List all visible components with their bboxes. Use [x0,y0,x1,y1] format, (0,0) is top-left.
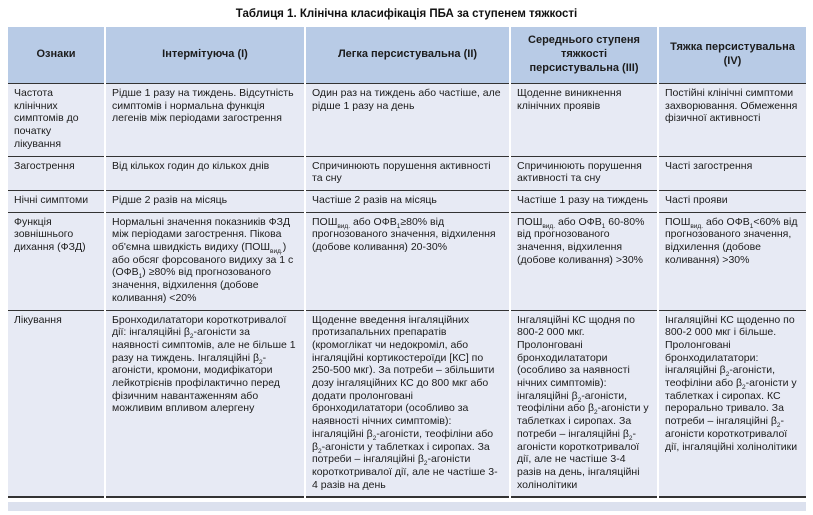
cell: $ПОШ_{вид.}$ або $ОФВ_1<60\%$ від прогнозованого значення, відхилення (добове коливання) >30% [658,212,806,310]
table-header [8,27,806,84]
row-label: Загострення [8,156,105,190]
row-label: Нічні симптоми [8,190,105,212]
footer-bar [8,502,806,511]
column-header-intermittent: Інтермітуюча (I) [105,27,305,84]
cell: Інгаляційні КС щоденно по 800-2 000 мкг і більше. Пролонговані бронходилататори: інгаляційні $\beta_2$-агоністи, теофіліни або $\beta_2$-агоністи у таблетках і сиропах. КС перорально тривало. За потреби – інгаляційні $\beta_2$-агоністи короткотривалої дії, інгаляційні холінолітики [658,310,806,497]
column-header-severe-persistent: Тяжка персистувальна (IV) [658,27,806,84]
cell: Щоденне введення інгаляційних протизапальних препаратів (кромоглікат чи недокроміл, або інгаляційні кортикостероїди [КС] по 250-500 мкг). За потреби – збільшити дозу інгаляційних КС до 800 мкг або додати пролонговані бронходилататори (особливо за наявності нічних симптомів): інгаляційні $\beta_2$-агоністи, теофіліни або $\beta_2$-агоністи у таблетках і сиропах. За потреби – інгаляційні $\beta_2$-агоністи короткотривалої дії, але не частіше 3-4 разів на день [305,310,510,497]
cell: Рідше 2 разів на місяць [105,190,305,212]
cell: Інгаляційні КС щодня по 800-2 000 мкг. Пролонговані бронходилататори (особливо за наявності нічних симптомів): інгаляційні $\beta_2$-агоністи, теофіліни або $\beta_2$-агоністи у таблетках і сиропах. За потреби – інгаляційні $\beta_2$-агоністи короткотривалої дії, але не частіше 3-4 разів на день, інгаляційні холінолітики [510,310,658,497]
cell: Бронходилататори короткотривалої дії: інгаляційні $\beta_2$-агоністи за наявності симптомів, але не більше 1 разу на тиждень. Інгаляційні $\beta_2$-агоністи, кромони, модифікатори лейкотрієнів профілактично перед фізичним навантаженням або можливим впливом алергену [105,310,305,497]
cell: $ПОШ_{вид.}$ або $ОФВ_1$ 60-80% від прогнозованого значення, відхилення (добове коливання) >30% [510,212,658,310]
cell: Спричинюють порушення активності та сну [510,156,658,190]
cell: Частіше 1 разу на тиждень [510,190,658,212]
table-body [8,84,806,498]
table-row-lung-function [8,212,806,310]
cell: Часті загострення [658,156,806,190]
cell: Часті прояви [658,190,806,212]
cell: Постійні клінічні симптоми захворювання. Обмеження фізичної активності [658,84,806,157]
cell: Щоденне виникнення клінічних проявів [510,84,658,157]
table-title: Таблиця 1. Клінічна класифікація ПБА за ступенем тяжкості [235,8,578,20]
table-row-symptom-frequency [8,84,806,157]
cell: Нормальні значення показників ФЗД між періодами загострення. Пікова об'ємна швидкість видиху $(ПОШ_{вид.})$ або обсяг форсованого видиху за 1 с $(ОФВ_1) \ge 80\%$ від прогнозованого значення, відхилення (добове коливання) <20% [105,212,305,310]
table-row-treatment [8,310,806,497]
column-header-signs: Ознаки [8,27,105,84]
asthma-severity-classification-table [8,27,806,498]
header-row [8,27,806,84]
table-row-exacerbations [8,156,806,190]
column-header-mild-persistent: Легка персистувальна (II) [305,27,510,84]
column-header-moderate-persistent: Середнього ступеня тяжкості персистувальна (III) [510,27,658,84]
cell: Від кількох годин до кількох днів [105,156,305,190]
row-label: Частота клінічних симптомів до початку лікування [8,84,105,157]
cell: Один раз на тиждень або частіше, але рідше 1 разу на день [305,84,510,157]
row-label: Лікування [8,310,105,497]
cell: $ПОШ_{вид.}$ або $ОФВ_1\ge 80\%$ від прогнозованого значення, відхилення (добове коливання) 20-30% [305,212,510,310]
table-row-night-symptoms [8,190,806,212]
cell: Спричинюють порушення активності та сну [305,156,510,190]
cell: Частіше 2 разів на місяць [305,190,510,212]
row-label: Функція зовнішнього дихання (ФЗД) [8,212,105,310]
cell: Рідше 1 разу на тиждень. Відсутність симптомів і нормальна функція легенів між періодами загострення [105,84,305,157]
